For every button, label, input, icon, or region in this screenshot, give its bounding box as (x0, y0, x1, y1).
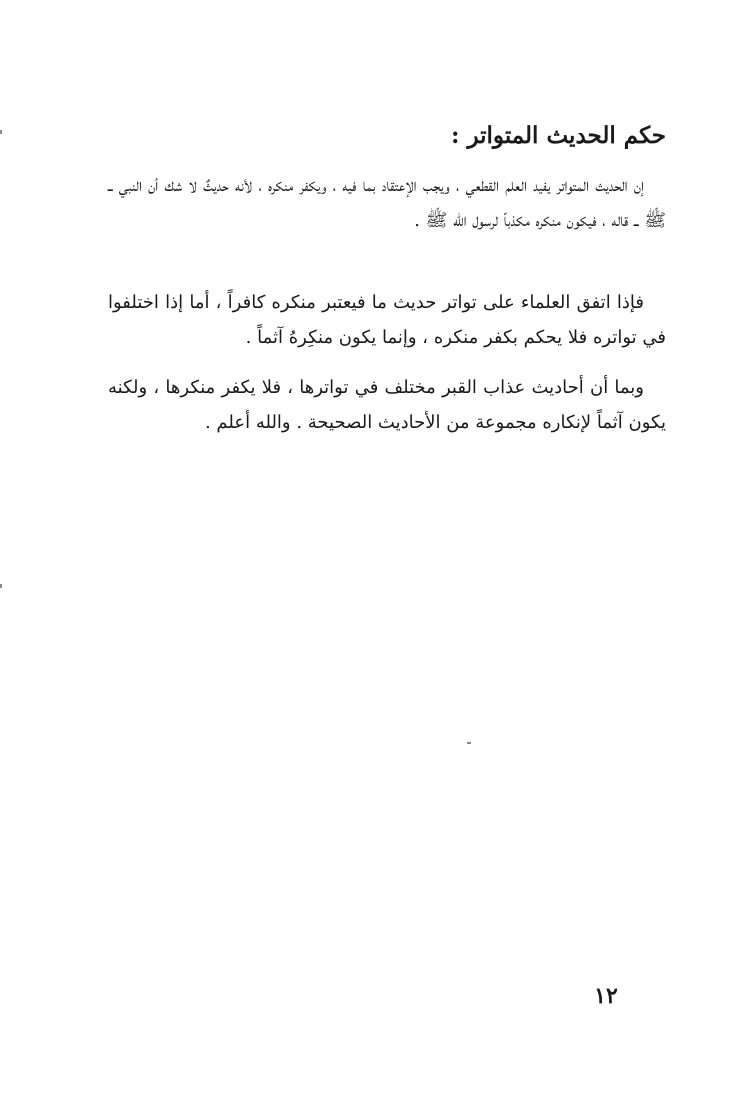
scan-speck (467, 742, 471, 744)
scan-edge-mark (0, 584, 2, 588)
paragraph-2-text: فإذا اتفق العلماء على تواتر حديث ما فيعتبر منكره كافراً ، أما إذا اختلفوا في تواتره فلا يحكم بكفر منكره ، وإنما يكون منكِرهُ آثماً . (108, 292, 666, 348)
paragraph-1 (108, 168, 666, 238)
paragraph-2 (108, 285, 666, 355)
section-heading: حكم الحديث المتواتر : (450, 122, 666, 149)
paragraph-1-text: إن الحديث المتواتر يفيد العلم القطعي ، ويجب الإعتقاد بما فيه ، ويكفر منكره ، لأنه حديثٌ لا شك أن النبي ــ ﷺ ــ قاله ، فيكون منكره مكذباً لرسول الله ﷺ . (108, 175, 666, 231)
page-number: ١٢ (594, 983, 618, 1009)
paragraph-3-text: وبما أن أحاديث عذاب القبر مختلف في تواترها ، فلا يكفر منكرها ، ولكنه يكون آثماً لإنكاره مجموعة من الأحاديث الصحيحة . والله أعلم . (108, 377, 666, 433)
scan-edge-mark (0, 130, 2, 134)
paragraph-3 (108, 370, 666, 440)
